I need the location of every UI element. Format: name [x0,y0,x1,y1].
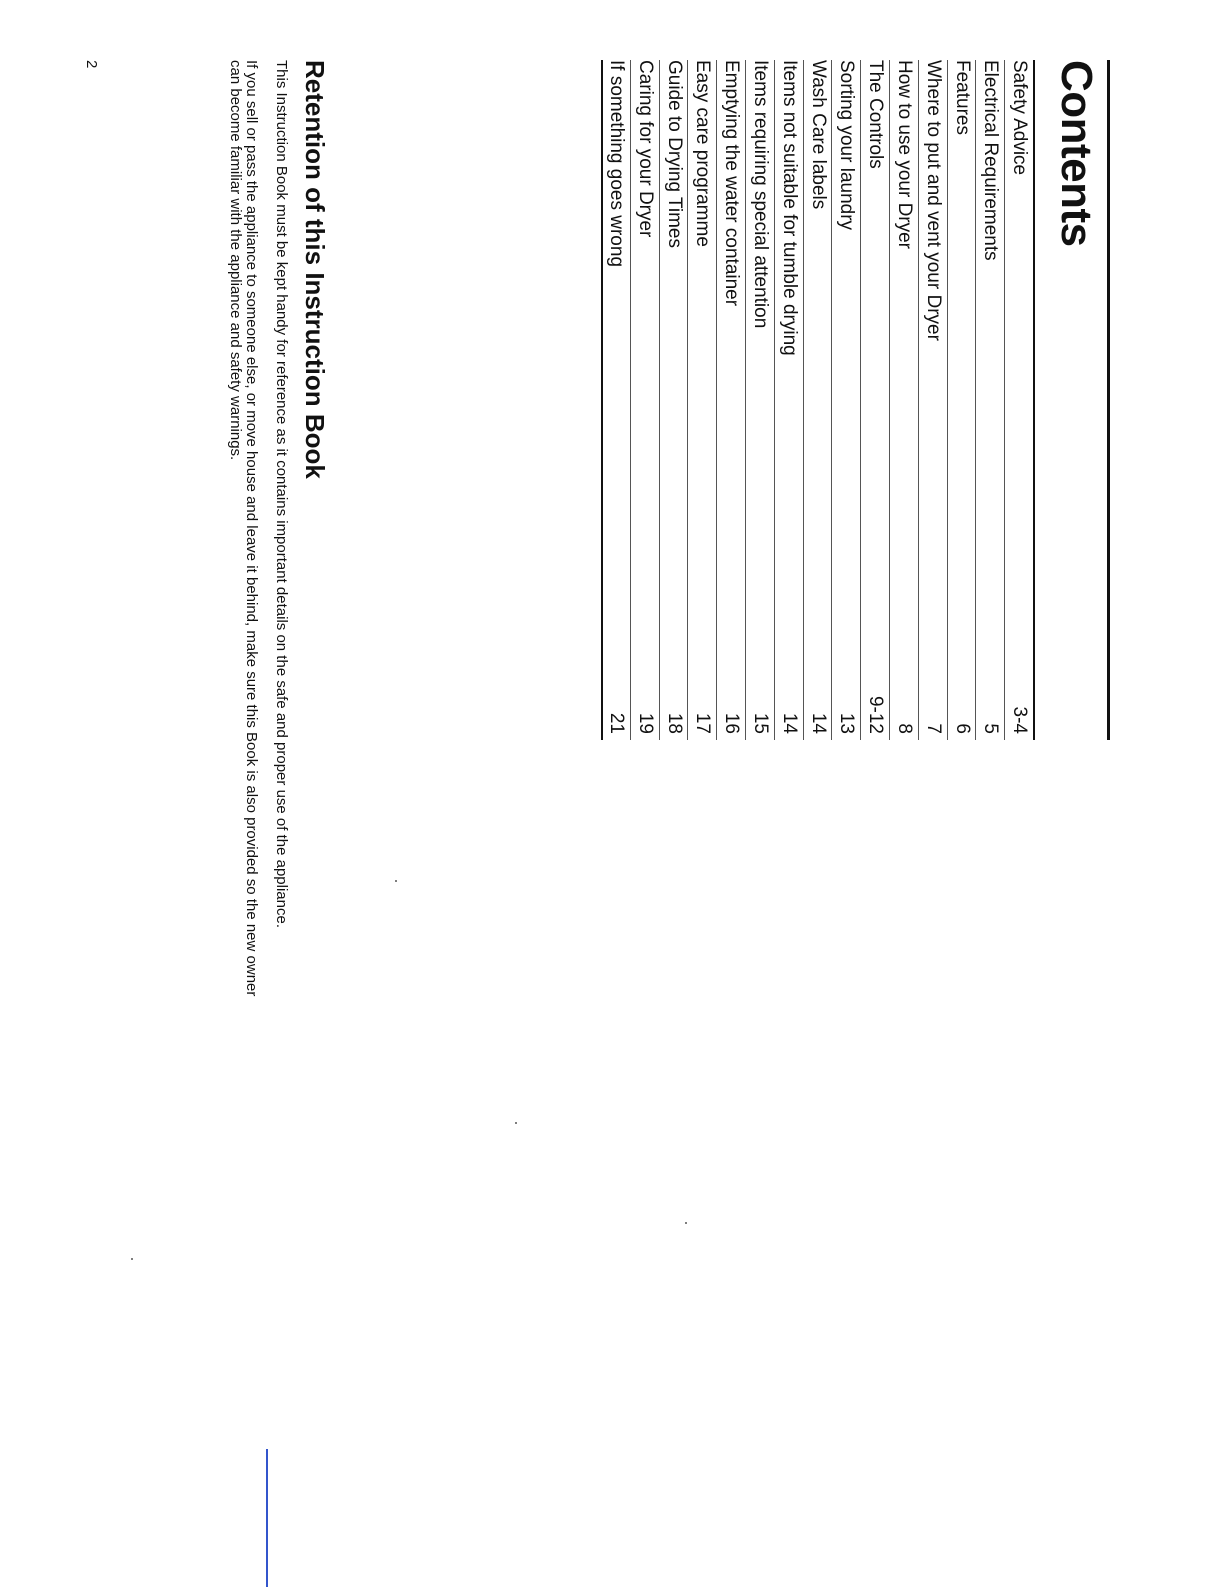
toc-item [774,60,803,740]
page-number: 2 [83,60,100,69]
toc-item-label: Where to put and vent your Dryer [922,60,944,341]
toc-item-page: 7 [922,723,944,734]
toc-item-label: Easy care programme [692,60,714,247]
scan-speck [131,1258,133,1260]
toc-item [918,60,947,740]
toc-item-label: Caring for your Dryer [634,60,656,238]
toc-item-label: Items requiring special attention [749,60,771,329]
toc-item-page: 21 [606,712,628,734]
toc-item-page: 15 [749,712,771,734]
toc-item [889,60,918,740]
toc-item-label: Features [951,60,973,135]
contents-section [601,60,1105,740]
toc-item [745,60,774,740]
toc-item-page: 9-12 [865,695,887,734]
toc-item-page: 6 [951,723,973,734]
toc-item-label: Electrical Requirements [980,60,1002,261]
toc-item-label: The Controls [865,60,887,169]
toc-item [860,60,889,740]
toc-item-page: 17 [692,712,714,734]
toc-item [831,60,860,740]
toc-item [659,60,688,740]
toc-item-page: 19 [634,712,656,734]
retention-paragraph-2: If you sell or pass the appliance to someone else, or move house and leave it behind, make sure this Book is also provided so the new owner can become familiar with the appliance and safety warnings. [227,60,260,997]
contents-title: Contents [1052,60,1101,247]
toc-item-page: 13 [836,712,858,734]
scan-mark-line [266,1449,268,1587]
retention-paragraph-1: This Instruction Book must be kept handy for reference as it contains important details on the safe and proper use of the appliance. [273,60,290,929]
toc-item [716,60,745,740]
toc-item-label: If something goes wrong [606,60,628,268]
toc-item-page: 3-4 [1009,706,1031,734]
toc-item-page: 8 [893,723,915,734]
scan-speck [515,1122,517,1124]
toc-item [687,60,716,740]
toc-item-label: Emptying the water container [721,60,743,307]
toc-item [601,60,630,740]
toc-list [601,60,1035,740]
toc-item [947,60,976,740]
toc-item-label: Items not suitable for tumble drying [778,60,800,356]
scan-speck [395,880,397,882]
toc-item-label: Sorting your laundry [836,60,858,231]
toc-item [803,60,832,740]
toc-item-page: 18 [663,712,685,734]
toc-item-page: 14 [778,712,800,734]
scan-speck [685,1222,687,1224]
toc-item [1004,60,1033,740]
toc-item-label: Guide to Drying Times [663,60,685,248]
toc-item-label: How to use your Dryer [893,60,915,250]
retention-title: Retention of this Instruction Book [300,60,330,479]
toc-item-page: 14 [807,712,829,734]
toc-item-page: 16 [721,712,743,734]
toc-item-label: Wash Care labels [807,60,829,210]
retention-section [213,60,330,1020]
top-rule [1107,60,1110,740]
toc-item-label: Safety Advice [1009,60,1031,176]
toc-item [630,60,659,740]
toc-item-page: 5 [980,723,1002,734]
toc-item [975,60,1004,740]
